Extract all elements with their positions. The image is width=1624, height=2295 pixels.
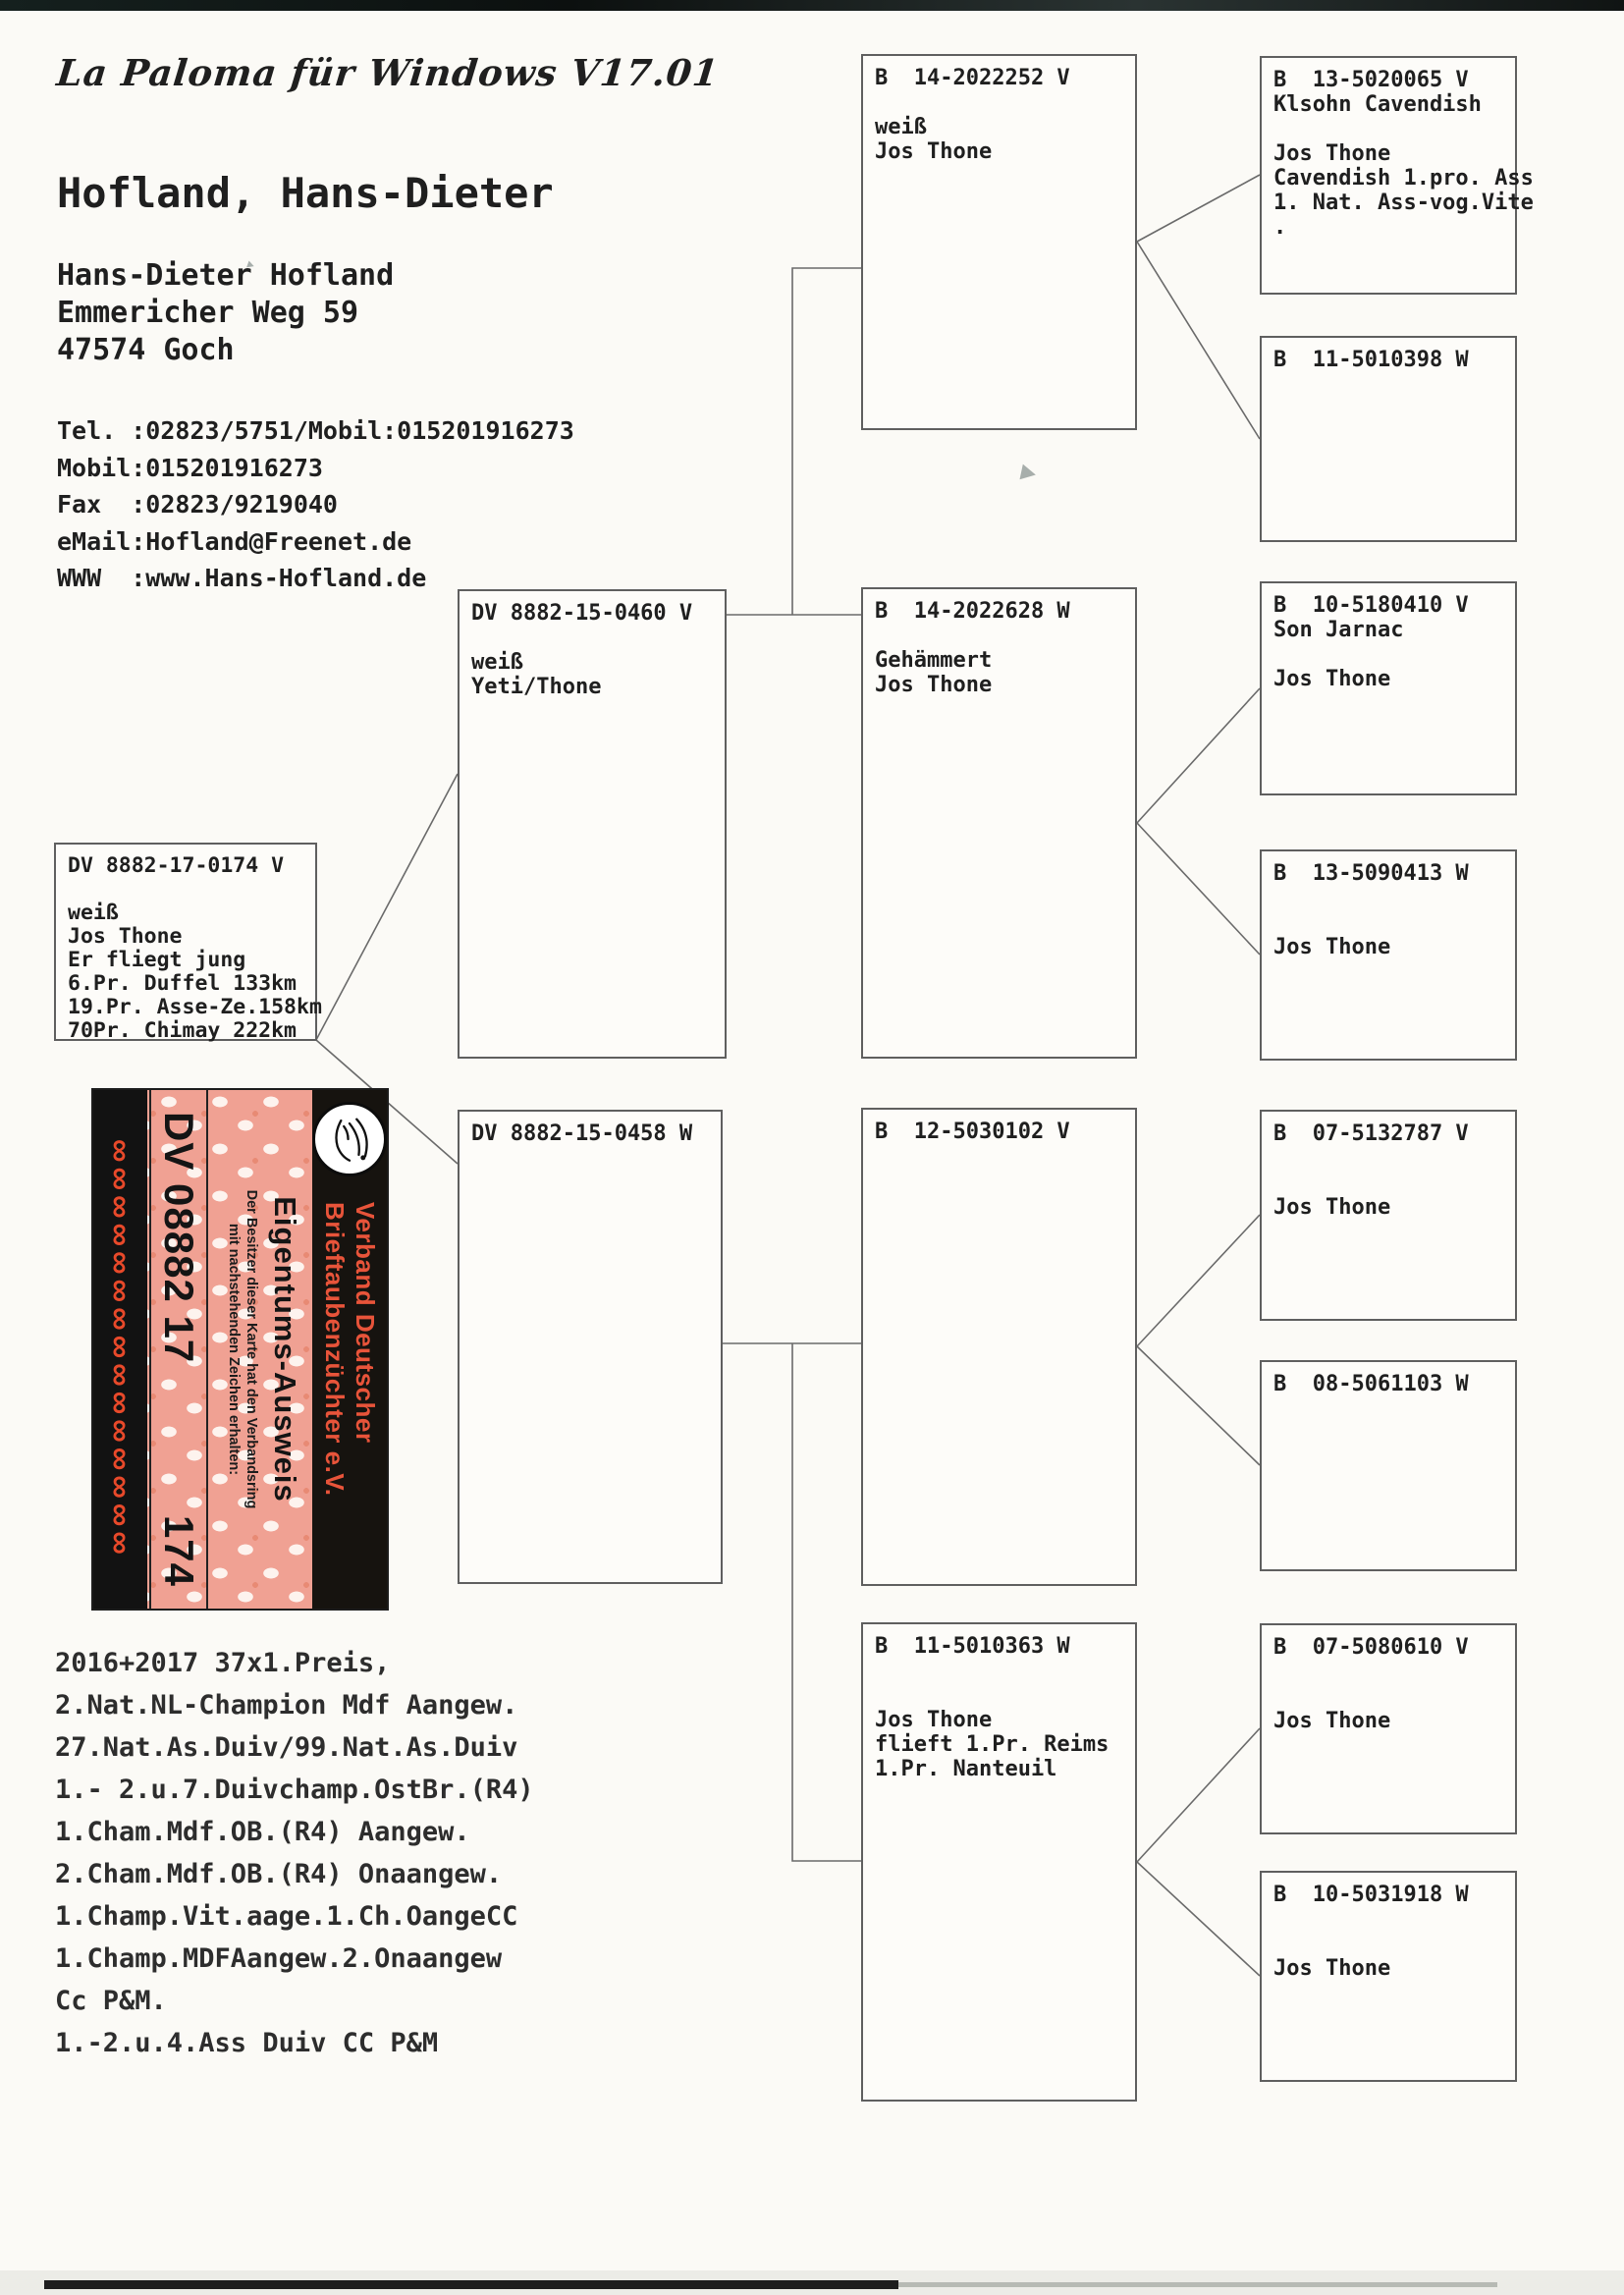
ring-number: B 11-5010363 W — [875, 1634, 1070, 1659]
card-ring-suffix: 174 — [156, 1514, 202, 1587]
ring-number: B 14-2022628 W — [875, 599, 1070, 624]
pedigree-box-grandfather-maternal — [861, 1108, 1137, 1586]
pedigree-box-subject — [54, 843, 322, 1043]
ring-number: B 11-5010398 W — [1273, 348, 1469, 372]
owner-address: Hans-Dieter Hofland Emmericher Weg 59 47574 Goch — [57, 258, 395, 367]
ring-number: B 07-5132787 V — [1273, 1121, 1469, 1146]
ring-number: B 10-5031918 W — [1273, 1883, 1469, 1907]
org-line-1: Verband Deutscher — [351, 1202, 380, 1444]
card-organization-name — [319, 1202, 380, 1497]
ring-number: DV 8882-17-0174 V — [68, 853, 285, 878]
bird-details: weiß Jos Thone Er fliegt jung 6.Pr. Duffel 133km 19.Pr. Asse-Ze.158km 70Pr. Chimay 222km — [68, 901, 322, 1043]
achievements-list: 2016+2017 37x1.Preis, 2.Nat.NL-Champion Mdf Aangew. 27.Nat.As.Duiv/99.Nat.As.Duiv 1.- 2.u.7.Duivchamp.OstBr.(R4) 1.Cham.Mdf.OB.(R4) Aangew. 2.Cham.Mdf.OB.(R4) Onaangew. 1.Champ.Vit.aage.1.Ch.OangeCC 1.Champ.MDFAangew.2.Onaangew Cc P&M. 1.-2.u.4.Ass Duiv CC P&M — [55, 1648, 534, 2058]
pedigree-box-great-grandparent-8 — [1260, 1871, 1517, 2082]
bird-details: weiß Jos Thone — [875, 115, 993, 164]
bird-details: Son Jarnac Jos Thone — [1273, 618, 1404, 691]
pedigree-box-great-grandparent-2 — [1260, 336, 1517, 542]
bird-details: Gehämmert Jos Thone — [875, 648, 993, 697]
card-subtitle — [225, 1090, 260, 1609]
dove-logo-icon — [312, 1102, 387, 1176]
pedigree-box-great-grandparent-5 — [1260, 1110, 1517, 1321]
card-org-band — [312, 1090, 387, 1609]
pedigree-box-grandfather-paternal — [861, 54, 1137, 430]
pedigree-box-mother — [458, 1110, 723, 1584]
pedigree-box-grandmother-paternal — [861, 587, 1137, 1059]
app-title: La Paloma für Windows V17.01 — [54, 51, 722, 94]
card-subtitle-line-1: Der Besitzer dieser Karte hat den Verbandsring — [244, 1189, 259, 1509]
pedigree-box-father — [458, 589, 727, 1059]
bird-details: Jos Thone — [1273, 935, 1391, 959]
card-chain-ornament: ∞∞∞∞∞∞∞∞∞∞∞∞∞∞∞ — [93, 1090, 147, 1609]
card-ring-number-band — [149, 1090, 208, 1609]
bird-details: Jos Thone — [1273, 1956, 1391, 1981]
pedigree-box-great-grandparent-1 — [1260, 56, 1534, 295]
pedigree-box-great-grandparent-4 — [1260, 849, 1517, 1061]
ring-number: B 14-2022252 V — [875, 66, 1070, 90]
ring-number: DV 8882-15-0460 V — [471, 601, 693, 626]
bird-details: weiß Yeti/Thone — [471, 650, 602, 699]
owner-name-heading: Hofland, Hans-Dieter — [57, 169, 554, 217]
bird-details: Jos Thone flieft 1.Pr. Reims 1.Pr. Nanteuil — [875, 1708, 1110, 1781]
ownership-card — [91, 1088, 389, 1611]
ring-number: B 13-5020065 V — [1273, 68, 1469, 92]
bird-details: Jos Thone — [1273, 1195, 1391, 1220]
pedigree-box-great-grandparent-7 — [1260, 1623, 1517, 1834]
card-ring-prefix: DV 08882 17 — [156, 1112, 202, 1364]
bird-details: Klsohn Cavendish Jos Thone Cavendish 1.pro. Ass 1. Nat. Ass-vog.Vite . — [1273, 92, 1534, 240]
pedigree-box-grandmother-maternal — [861, 1622, 1137, 2102]
ring-number: B 07-5080610 V — [1273, 1635, 1469, 1660]
pedigree-box-great-grandparent-6 — [1260, 1360, 1517, 1571]
ring-number: B 08-5061103 W — [1273, 1372, 1469, 1396]
org-line-2: Brieftaubenzüchter e.V. — [320, 1202, 350, 1497]
ring-number: B 10-5180410 V — [1273, 593, 1469, 618]
pedigree-box-great-grandparent-3 — [1260, 581, 1517, 795]
ring-number: B 12-5030102 V — [875, 1120, 1070, 1144]
ring-number: B 13-5090413 W — [1273, 861, 1469, 886]
owner-contact-info: Tel. :02823/5751/Mobil:015201916273 Mobil:015201916273 Fax :02823/9219040 eMail:Hofland@Freenet.de WWW :www.Hans-Hofland.de — [57, 416, 574, 592]
card-subtitle-line-2: mit nachstehenden Zeichen erhalten: — [226, 1223, 242, 1476]
card-title: Eigentums-Ausweis — [268, 1196, 302, 1503]
ring-number: DV 8882-15-0458 W — [471, 1121, 693, 1146]
bird-details: Jos Thone — [1273, 1709, 1391, 1733]
